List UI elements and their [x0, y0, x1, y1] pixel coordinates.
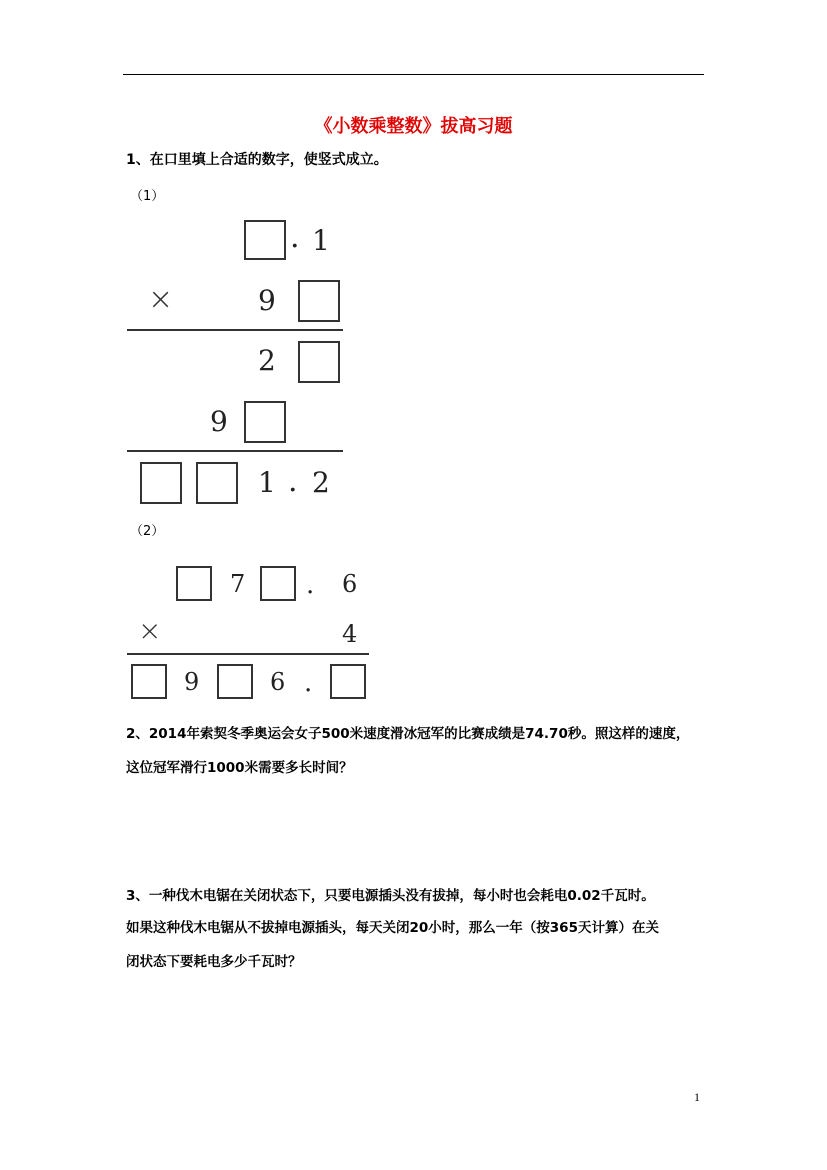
page-number: 1: [694, 1090, 700, 1104]
result-line: [127, 329, 343, 331]
digit: 4: [342, 620, 358, 648]
digit: 6: [342, 570, 358, 598]
blank-box[interactable]: [131, 664, 167, 699]
blank-box[interactable]: [176, 566, 212, 601]
multiply-sign: ×: [148, 282, 174, 317]
decimal-point: .: [288, 464, 298, 499]
question-1-text: 1、在口里填上合适的数字，使竖式成立。: [126, 152, 388, 168]
blank-box[interactable]: [196, 462, 238, 504]
multiply-sign: ×: [138, 614, 162, 647]
digit: 1: [312, 224, 330, 257]
decimal-point: .: [306, 570, 315, 600]
header-rule: [123, 74, 704, 75]
question-3-line-1: 3、一种伐木电锯在关闭状态下，只要电源插头没有拔掉，每小时也会耗电0.02千瓦时。: [126, 888, 655, 904]
blank-box[interactable]: [298, 280, 340, 322]
question-3-line-3: 闭状态下要耗电多少千瓦时？: [126, 954, 302, 970]
digit: 7: [230, 570, 246, 598]
decimal-point: .: [290, 220, 300, 255]
question-2-line-1: 2、2014年索契冬季奥运会女子500米速度滑冰冠军的比赛成绩是74.70秒。照这样的速度，: [126, 726, 690, 742]
result-line: [127, 450, 343, 452]
decimal-point: .: [304, 668, 313, 698]
part-1-label: （1）: [130, 189, 165, 204]
result-line: [127, 653, 369, 655]
question-2-line-2: 这位冠军滑行1000米需要多长时间？: [126, 760, 353, 776]
digit: 1: [258, 466, 276, 499]
digit: 9: [258, 284, 276, 317]
blank-box[interactable]: [244, 220, 286, 260]
digit: 9: [184, 668, 200, 696]
digit: 9: [210, 405, 228, 438]
digit: 2: [258, 344, 276, 377]
page-title: 《小数乘整数》拔高习题: [314, 116, 513, 137]
blank-box[interactable]: [298, 341, 340, 383]
blank-box[interactable]: [217, 664, 253, 699]
blank-box[interactable]: [140, 462, 182, 504]
blank-box[interactable]: [260, 566, 296, 601]
blank-box[interactable]: [244, 401, 286, 443]
digit: 6: [270, 668, 286, 696]
question-3-line-2: 如果这种伐木电锯从不拔掉电源插头，每天关闭20小时，那么一年（按365天计算）在关: [126, 920, 659, 936]
blank-box[interactable]: [330, 664, 366, 699]
digit: 2: [312, 466, 330, 499]
part-2-label: （2）: [130, 524, 165, 539]
